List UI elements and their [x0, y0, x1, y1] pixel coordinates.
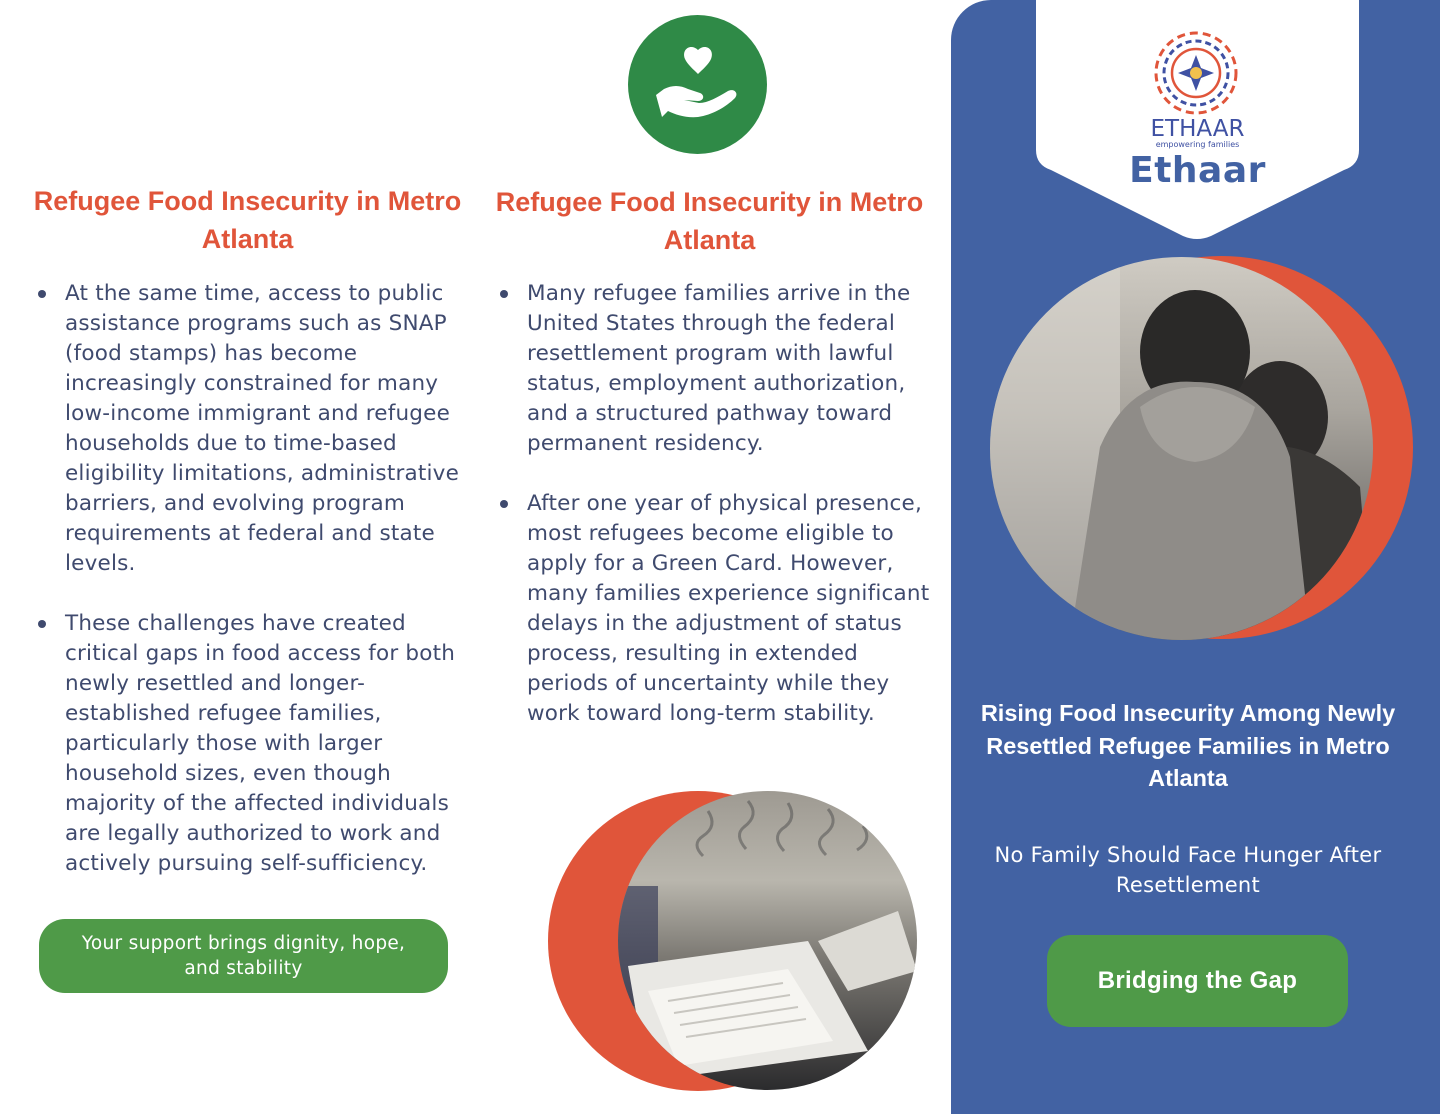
panel-subtitle: No Family Should Face Hunger After Resettlement	[994, 843, 1382, 897]
list-item: After one year of physical presence, most refugees become eligible to apply for a Green Card. However, many families experience significant delays in the adjustment of status process, resulting in extended periods of uncertainty while they work toward long-term stability.	[500, 489, 940, 729]
list-item: Many refugee families arrive in the United States through the federal resettlement program with lawful status, employment authorization, and a structured pathway toward permanent residency.	[500, 279, 940, 459]
brand-name: Ethaar	[1129, 150, 1266, 191]
heart-in-hand-icon	[628, 15, 767, 154]
list-item: These challenges have created critical gaps in food access for both newly resettled and longer-established refugee families, particularly those with larger household sizes, even though majority of the affected individuals are legally authorized to work and actively pursuing self-sufficiency.	[38, 609, 478, 879]
left-bullet-list	[38, 279, 478, 909]
heart-badge	[628, 15, 767, 154]
support-callout: Your support brings dignity, hope, and stability	[39, 919, 448, 993]
middle-bullet-list	[500, 279, 940, 759]
bridging-the-gap-button[interactable]: Bridging the Gap	[1047, 935, 1348, 1027]
documents-photo	[618, 791, 917, 1090]
logo-wordmark: ETHAAR	[1150, 116, 1245, 142]
panel-title: Rising Food Insecurity Among Newly Resettled Refugee Families in Metro Atlanta	[980, 700, 1396, 791]
list-item: At the same time, access to public assistance programs such as SNAP (food stamps) has become increasingly constrained for many low-income immigrant and refugee households due to time-based eligibility limitations, administrative barriers, and evolving program requirements at federal and state levels.	[38, 279, 478, 579]
middle-column-heading: Refugee Food Insecurity in Metro Atlanta	[495, 187, 924, 255]
logo-tagline: empowering families	[1155, 140, 1240, 149]
left-column-heading: Refugee Food Insecurity in Metro Atlanta	[33, 186, 462, 254]
family-photo	[990, 257, 1373, 640]
ethaar-logo-mandala-icon	[1150, 30, 1242, 116]
